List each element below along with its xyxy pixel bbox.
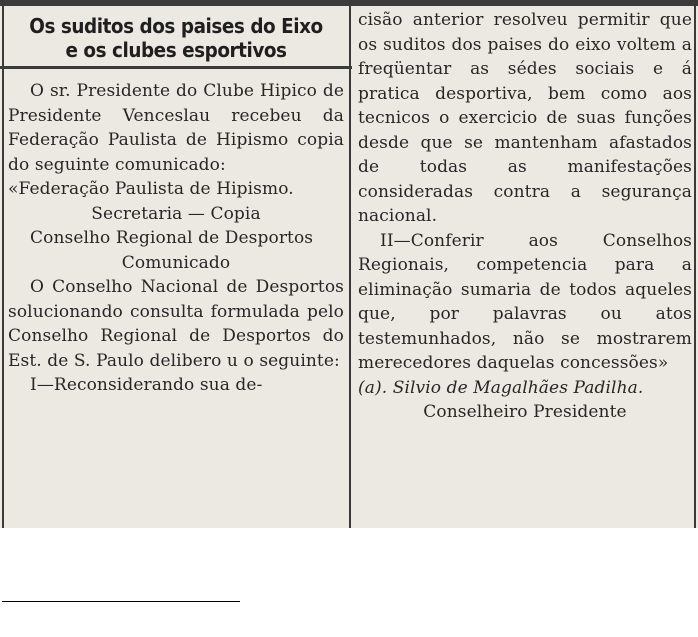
column-divider [349,0,351,528]
quote-open: «Federação Paulista de Hipismo. [8,179,294,199]
item-one-start: I—Reconsiderando sua de- [30,375,263,395]
conselho-line: Conselho Regional de Desportos [30,228,314,248]
headline-rule [0,66,352,69]
left-column [8,8,344,398]
footnote-rule [2,601,240,602]
item-one-continuation: cisão anterior resolveu permitir que os suditos dos paises do eixo voltem a freqüentar as sédes sociais e á pratica desportiva, bem como aos tecnicos o exercicio de suas funções desde que se mantenham afastados de todas as manifestações consideradas contra a segurança nacional. [358,10,692,226]
secretaria-line: Secretaria — Copia [91,203,261,224]
comunicado-body: O Conselho Nacional de Desportos solucionando consulta formulada pelo Conselho Regional de Desportos do Est. de S. Paulo delibero u o seguinte: [8,277,344,371]
item-two: II—Conferir aos Conselhos Regionais, competencia para a eliminação sumaria de todos aqueles que, por palavras ou atos testemunhados, não se mostrarem merecedores daquelas concessões» [358,230,692,373]
left-border-rule [2,0,4,528]
article-headline [21,14,330,62]
comunicado-heading: Comunicado [121,252,231,273]
intro-paragraph: O sr. Presidente do Clube Hipico de Presidente Venceslau recebeu da Federação Paulista de Hipismo copia do seguinte comunicado: [8,81,344,175]
signature: (a). Silvio de Magalhães Padilha. [358,377,644,398]
headline-line-2: e os clubes esportivos [65,38,287,62]
right-column [358,8,692,425]
headline-line-1: Os suditos dos paises do Eixo [29,14,323,38]
signature-title: Conselheiro Presidente [423,402,627,422]
right-border-rule [694,0,696,528]
